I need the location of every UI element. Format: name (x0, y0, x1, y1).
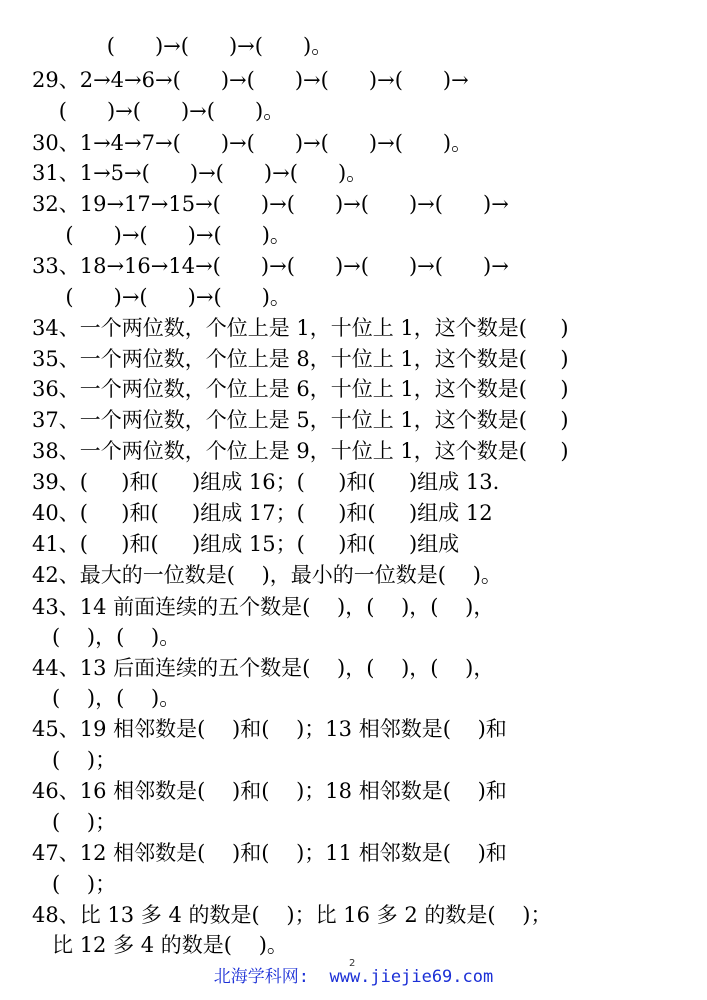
question-line: ( )→( )→( )。 (32, 285, 291, 309)
question-line: ( )→( )→( )。 (32, 223, 291, 247)
footer-watermark: 北海学科网: www.jiejie69.com (213, 967, 494, 987)
question-line: 30、1→4→7→( )→( )→( )→( )。 (32, 131, 473, 155)
question-line: 48、比 13 多 4 的数是( )；比 16 多 2 的数是( )； (32, 903, 552, 927)
question-line: 比 12 多 4 的数是( )。 (32, 933, 288, 957)
question-line: 40、( )和( )组成 17；( )和( )组成 12 (32, 501, 493, 525)
page-number: 2 (349, 958, 356, 969)
question-line: 43、14 前面连续的五个数是( )，( )，( )， (32, 595, 495, 619)
question-line: 47、12 相邻数是( )和( )；11 相邻数是( )和 (32, 841, 507, 865)
question-line: 31、1→5→( )→( )→( )。 (32, 161, 368, 185)
question-line: ( )； (32, 748, 117, 772)
question-line: 42、最大的一位数是( )，最小的一位数是( )。 (32, 563, 502, 587)
question-line: ( )，( )。 (32, 625, 181, 649)
question-line: ( )； (32, 872, 117, 896)
question-line: 32、19→17→15→( )→( )→( )→( )→ (32, 192, 509, 216)
question-line: ( )→( )→( )。 (32, 99, 285, 123)
question-line: 29、2→4→6→( )→( )→( )→( )→ (32, 68, 469, 92)
question-line: 38、一个两位数，个位上是 9，十位上 1，这个数是( ) (32, 439, 569, 463)
question-line: 46、16 相邻数是( )和( )；18 相邻数是( )和 (32, 779, 507, 803)
question-line: 41、( )和( )组成 15；( )和( )组成 (32, 532, 460, 556)
question-line: 33、18→16→14→( )→( )→( )→( )→ (32, 254, 509, 278)
question-line: 45、19 相邻数是( )和( )；13 相邻数是( )和 (32, 717, 507, 741)
question-line: 37、一个两位数，个位上是 5，十位上 1，这个数是( ) (32, 408, 569, 432)
question-line: 44、13 后面连续的五个数是( )，( )，( )， (32, 656, 495, 680)
question-line: 35、一个两位数，个位上是 8，十位上 1，这个数是( ) (32, 347, 569, 371)
question-line: ( )； (32, 810, 117, 834)
question-line: ( )，( )。 (32, 686, 181, 710)
question-line: ( )→( )→( )。 (80, 34, 333, 58)
question-line: 39、( )和( )组成 16；( )和( )组成 13. (32, 470, 500, 494)
question-line: 36、一个两位数，个位上是 6，十位上 1，这个数是( ) (32, 377, 569, 401)
question-line: 34、一个两位数，个位上是 1，十位上 1，这个数是( ) (32, 316, 569, 340)
